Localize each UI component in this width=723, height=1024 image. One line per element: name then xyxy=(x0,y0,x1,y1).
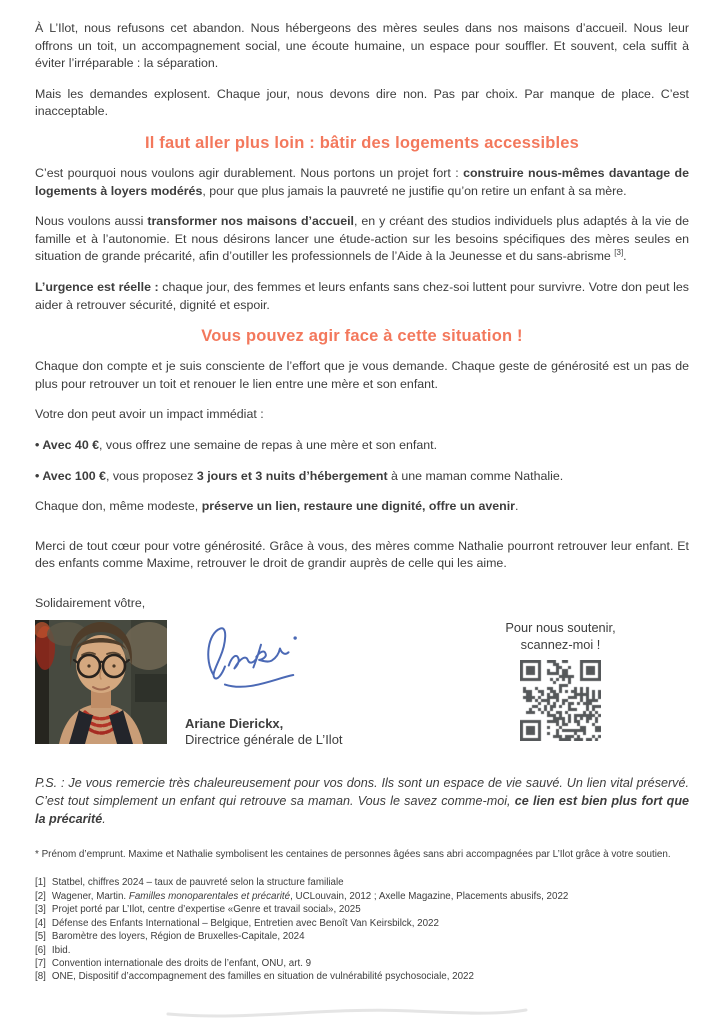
text-run: C’est pourquoi nous voulons agir durablement. Nous portons un projet fort : xyxy=(35,165,464,180)
footnote-number: [8] xyxy=(35,971,46,983)
text-run: , vous offrez une semaine de repas à une mère et son enfant. xyxy=(99,437,438,452)
text-run-italic: P.S. : Je vous remercie très chaleureusement pour vos dons. Ils sont un espace de vie sauvé. Un lien vital préservé. C’est tout simplement un enfant qui retrouve sa maman. Vous le savez comme-moi, xyxy=(35,776,689,809)
footnote-text: Wagener, Martin. xyxy=(51,890,129,902)
footnote-6 xyxy=(35,944,689,957)
bullet-40-euros xyxy=(35,437,689,455)
footnote-8 xyxy=(35,970,689,983)
qr-code xyxy=(520,660,601,741)
footnote-5 xyxy=(35,930,689,943)
text-run: . xyxy=(514,499,519,514)
text-run: chaque jour, des femmes et leurs enfants sans chez-soi luttent pour survivre. Votre don peut les aider à retrouver sécurité, dignité et espoir. xyxy=(35,279,690,312)
qr-caption-line2: scannez-moi ! xyxy=(520,636,601,652)
footnote-number: [4] xyxy=(35,917,46,929)
footnote-4 xyxy=(35,917,689,930)
paragraph-merci: Merci de tout cœur pour votre générosité. Grâce à vous, des mères comme Nathalie pourront retrouver leur enfant. Et des enfants comme Maxime, retrouver le droit de grandir auprès de celle qui les aime. xyxy=(35,538,689,571)
handwritten-signature-icon xyxy=(191,620,331,694)
text-run-bold: 3 jours et 3 nuits d’hébergement xyxy=(196,468,388,483)
footnote-text: Projet porté par L’Ilot, centre d’expertise «Genre et travail social», 2025 xyxy=(51,904,361,916)
footnote-reference: [3] xyxy=(614,248,624,258)
text-run-bold: préserve un lien, restaure une dignité, offre un avenir xyxy=(201,499,515,514)
text-run: , en y créant des studios individuels plus adaptés à la vie de famille et à l’autonomie. Et nous désirons lancer une étude-action sur les besoins spécifiques des mères seules en situation de grande précarité, afin d’outiller les professionnels de l’Aide à la Jeunesse et du sans-abrisme xyxy=(35,214,690,264)
paragraph-projet xyxy=(35,165,689,200)
footnote-text: Baromètre des loyers, Région de Bruxelles-Capitale, 2024 xyxy=(51,931,305,943)
footnote-text: Statbel, chiffres 2024 – taux de pauvreté selon la structure familiale xyxy=(51,877,344,889)
paragraph-chaque-don xyxy=(35,498,689,516)
signature-block xyxy=(35,620,689,748)
letter-content xyxy=(35,20,689,984)
scan-smudge-artifact xyxy=(0,1002,723,1024)
footnote-2 xyxy=(35,890,689,903)
text-run-bold: L’urgence est réelle : xyxy=(35,279,159,294)
paragraph-impact: Votre don peut avoir un impact immédiat : xyxy=(35,407,264,422)
text-run: Nous voulons aussi xyxy=(35,214,148,229)
footnote-number: [7] xyxy=(35,957,46,969)
footnotes-list xyxy=(35,876,689,983)
text-run: Chaque don, même modeste, xyxy=(35,499,202,514)
text-run-bold-italic: ce lien est bien plus fort que la précarité xyxy=(35,794,690,827)
paragraph-transformer xyxy=(35,213,689,266)
portrait-photo xyxy=(35,620,167,744)
footnote-number: [2] xyxy=(35,890,46,902)
footnote-text: Convention internationale des droits de l’enfant, ONU, art. 9 xyxy=(51,957,312,969)
text-run-bold: • Avec 40 € xyxy=(35,437,100,452)
footnote-text: Ibid. xyxy=(51,944,71,956)
asterisk-note: * Prénom d’emprunt. Maxime et Nathalie symbolisent les centaines de personnes âgées sans abri accompagnées par L’Ilot grâce à votre soutien. xyxy=(35,849,671,861)
text-run: , vous proposez xyxy=(105,468,197,483)
paragraph-urgence xyxy=(35,279,689,314)
text-run-bold: • Avec 100 € xyxy=(35,468,106,483)
bullet-100-euros xyxy=(35,468,689,486)
paragraph-ps xyxy=(35,774,689,828)
text-run-bold: transformer nos maisons d’accueil xyxy=(147,214,354,229)
paragraph-don-compte: Chaque don compte et je suis consciente de l’effort que je vous demande. Chaque geste de générosité est un pas de plus pour retrouver un toit et renouer le lien entre une mère et son enfant. xyxy=(35,359,689,391)
paragraph-demandes: Mais les demandes explosent. Chaque jour, nous devons dire non. Pas par choix. Par manque de place. C’est inacceptable. xyxy=(35,86,689,119)
footnote-text: Défense des Enfants International – Belgique, Entretien avec Benoît Van Keirsbilck, 2022 xyxy=(51,917,439,929)
footnote-3 xyxy=(35,903,689,916)
text-run: . xyxy=(623,249,627,264)
text-run: à une maman comme Nathalie. xyxy=(387,468,564,483)
qr-column xyxy=(458,620,663,748)
heading-agir: Vous pouvez agir face à cette situation ! xyxy=(201,327,523,346)
footnote-7 xyxy=(35,957,689,970)
spacer xyxy=(185,694,435,716)
text-run: , pour que plus jamais la pauvreté ne justifie qu’on retire un enfant à sa mère. xyxy=(202,183,627,198)
footnote-number: [1] xyxy=(35,877,46,889)
footnote-number: [5] xyxy=(35,931,46,943)
footnote-text: ONE, Dispositif d’accompagnement des familles en situation de vulnérabilité psychosociale, 2022 xyxy=(51,971,474,983)
footnote-1 xyxy=(35,876,689,889)
footnote-number: [3] xyxy=(35,904,46,916)
qr-caption-line1: Pour nous soutenir, xyxy=(505,620,616,636)
heading-logements: Il faut aller plus loin : bâtir des logements accessibles xyxy=(144,133,580,152)
text-run-italic: . xyxy=(102,812,106,827)
paragraph-intro: À L’Ilot, nous refusons cet abandon. Nous hébergeons des mères seules dans nos maisons d’accueil. Nous leur offrons un toit, un accompagnement social, une écoute humaine, un espace pour souffler. Et souvent, cela suffit à éviter l’irréparable : la séparation. xyxy=(35,21,689,71)
footnote-text-italic: Familles monoparentales et précarité xyxy=(128,890,291,902)
footnote-number: [6] xyxy=(35,944,46,956)
signature-and-name xyxy=(185,620,435,748)
closing-line: Solidairement vôtre, xyxy=(35,595,146,610)
signer-name: Ariane Dierickx, xyxy=(185,716,284,732)
qr-caption xyxy=(458,620,663,653)
signer-title: Directrice générale de L’Ilot xyxy=(185,732,343,748)
footnote-text: , UCLouvain, 2012 ; Axelle Magazine, Placements abusifs, 2022 xyxy=(290,890,569,902)
text-run-bold: construire nous-mêmes davantage de logements à loyers modérés xyxy=(35,165,689,198)
